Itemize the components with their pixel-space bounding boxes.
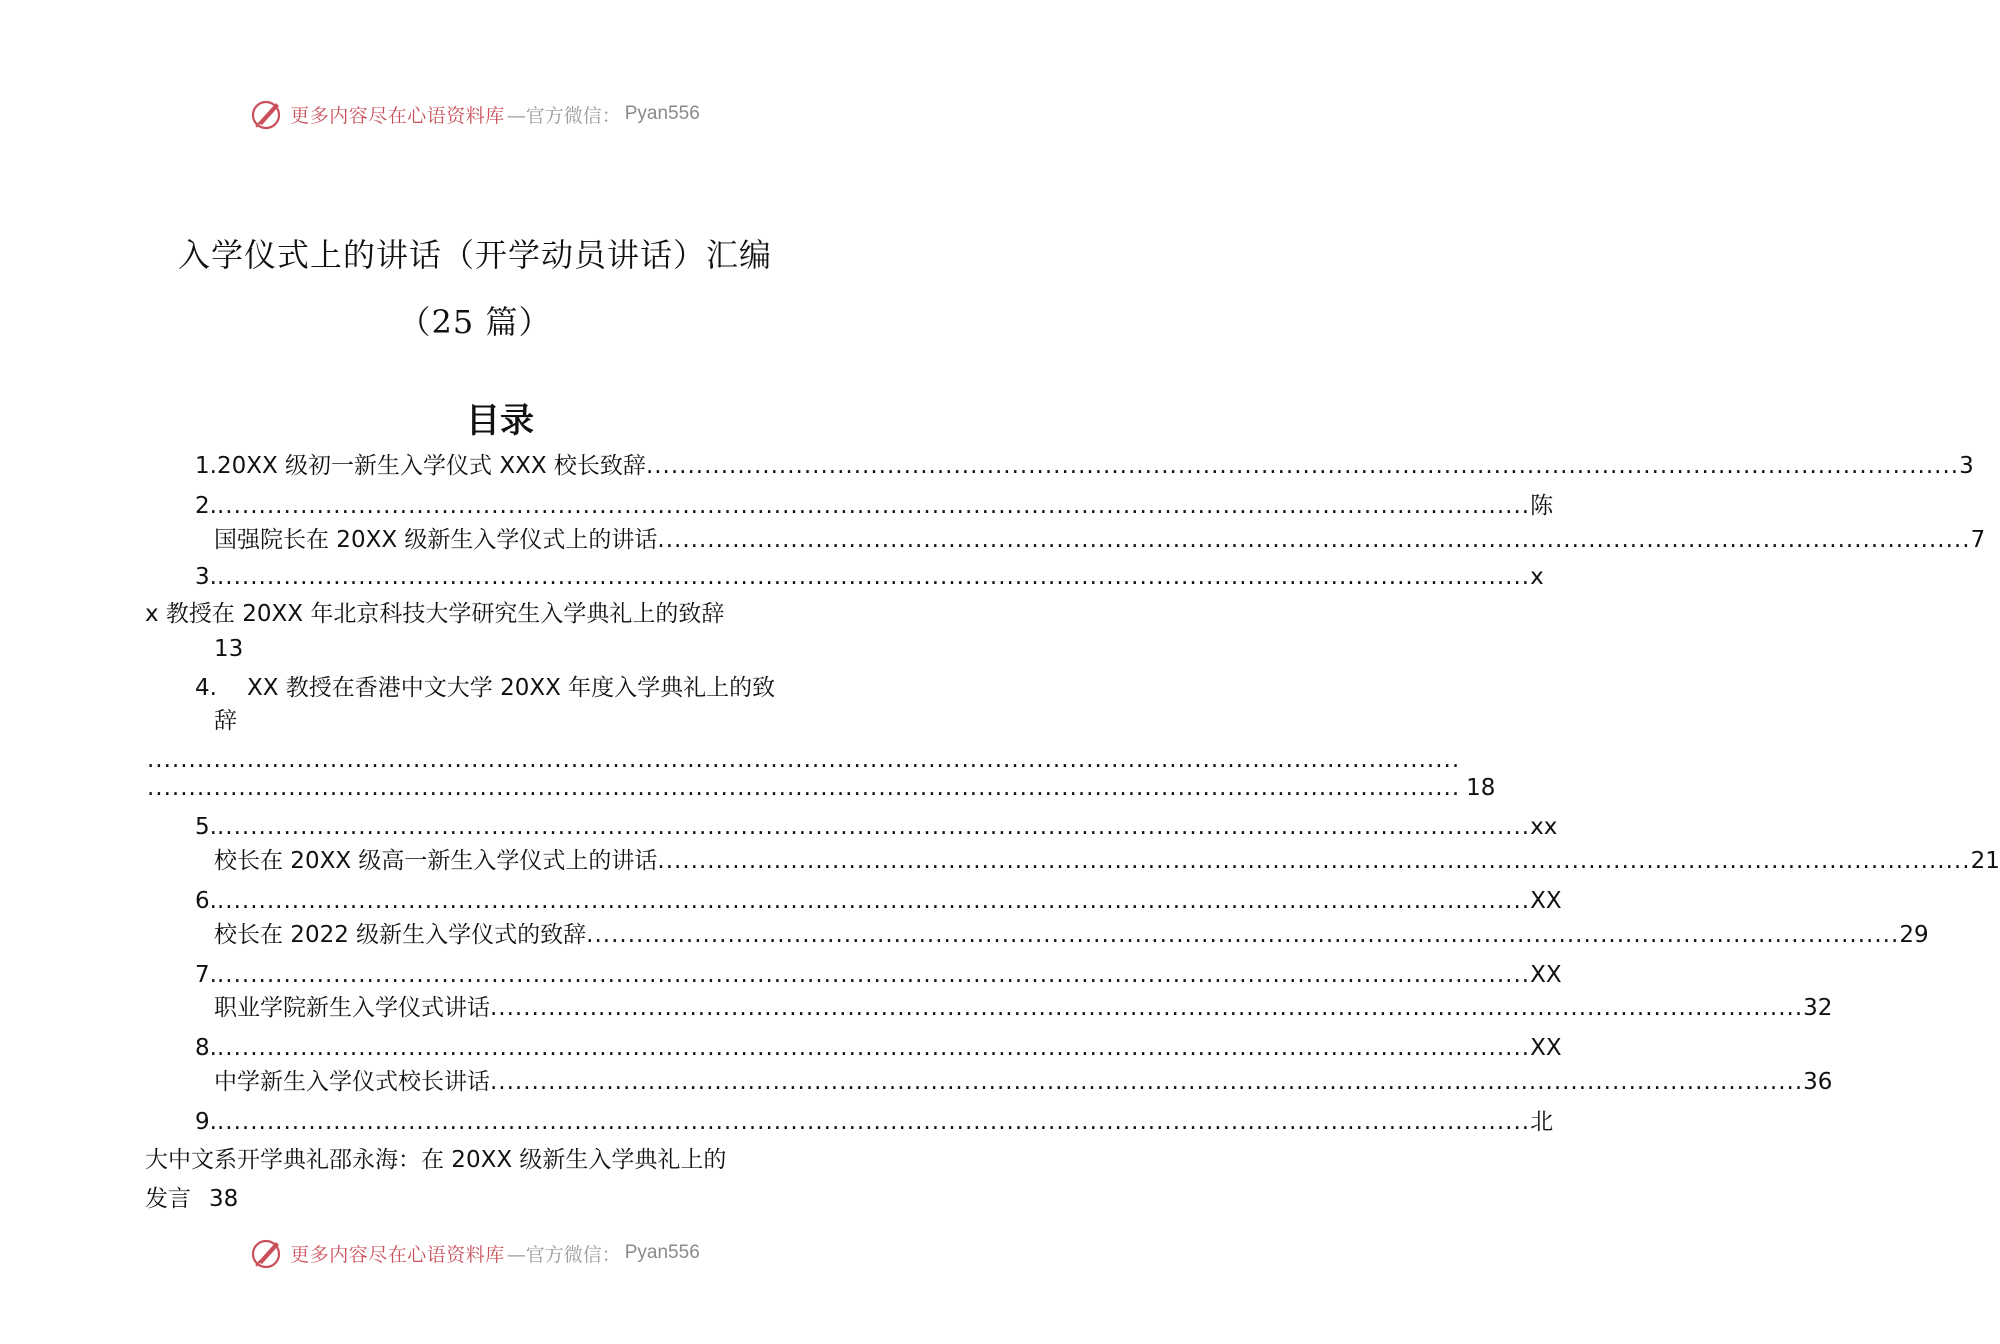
toc-entry-page: 36 — [1803, 1069, 1833, 1095]
toc-entry-4-page-row — [147, 773, 1496, 803]
toc-entry-3-text[interactable]: x 教授在 20XX 年北京科技大学研究生入学典礼上的致辞 — [145, 601, 725, 627]
toc-leader-dots: .............................................................................................................................................................. — [216, 493, 1531, 519]
toc-entry-page: 38 — [209, 1186, 239, 1212]
toc-entry-page: 7 — [1970, 527, 1986, 553]
toc-entry-text: 国强院长在 20XX 级新生入学仪式上的讲话 — [214, 527, 658, 553]
toc-entry-tail: 陈 — [1530, 493, 1554, 519]
banner-wechat-id: Pyan556 — [624, 103, 700, 124]
toc-entry-number: 8. — [195, 1035, 217, 1061]
toc-entry-number: 5. — [195, 814, 217, 840]
banner-wechat-label: —官方微信： — [506, 104, 621, 127]
banner-wechat-label: —官方微信： — [506, 1243, 621, 1266]
toc-entry-3[interactable] — [195, 562, 1544, 592]
toc-heading: 目录 — [466, 401, 534, 441]
toc-entry-text: 校长在 20XX 级高一新生入学仪式上的讲话 — [214, 848, 658, 874]
footer-banner — [0, 1233, 950, 1273]
toc-entry-7[interactable] — [195, 960, 1562, 990]
document-title: 入学仪式上的讲话（开学动员讲话）汇编 — [177, 236, 772, 274]
toc-leader-dots: .............................................................................................................................................................. — [216, 962, 1531, 988]
toc-leader-dots: .............................................................................................................................................................. — [216, 564, 1531, 590]
toc-leader-dots: .............................................................................................................................................................. — [216, 888, 1531, 914]
toc-leader-dots: .............................................................................................................................................................. — [657, 527, 1971, 553]
toc-leader-dots: .............................................................................................................................................................. — [586, 922, 1900, 948]
toc-entry-text: 校长在 2022 级新生入学仪式的致辞 — [214, 922, 587, 948]
toc-entry-4-text-cont: 辞 — [214, 708, 237, 734]
toc-leader-dots: .............................................................................................................................................................. — [147, 775, 1461, 801]
toc-entry-6-cont[interactable] — [214, 920, 1929, 950]
toc-entry-text: 发言 — [145, 1186, 191, 1212]
toc-entry-7-cont[interactable] — [214, 993, 1833, 1023]
toc-entry-3-page: 13 — [214, 636, 244, 662]
toc-leader-dots: .............................................................................................................................................................. — [657, 848, 1971, 874]
toc-entry-number: 3. — [195, 564, 217, 590]
toc-entry-number: 7. — [195, 962, 217, 988]
toc-entry-tail: x — [1530, 564, 1544, 590]
toc-leader-dots: .............................................................................................................................................................. — [490, 1069, 1804, 1095]
toc-entry-text: 职业学院新生入学仪式讲话 — [214, 995, 490, 1021]
toc-entry-9[interactable] — [195, 1107, 1554, 1137]
toc-entry-text: XX 教授在香港中文大学 20XX 年度入学典礼上的致 — [246, 675, 776, 701]
toc-entry-page: 21 — [1970, 848, 2000, 874]
toc-leader-dots: .............................................................................................................................................................. — [216, 1109, 1531, 1135]
toc-entry-8[interactable] — [195, 1033, 1562, 1063]
toc-entry-tail: XX — [1530, 962, 1562, 988]
toc-entry-2-cont[interactable] — [214, 525, 1986, 555]
toc-entry-text: 20XX 级初一新生入学仪式 XXX 校长致辞 — [216, 453, 646, 479]
document-subtitle: （25 篇） — [398, 303, 552, 341]
toc-entry-tail: XX — [1530, 888, 1562, 914]
toc-entry-number: 2. — [195, 493, 217, 519]
toc-entry-5-cont[interactable] — [214, 846, 2000, 876]
toc-entry-8-cont[interactable] — [214, 1067, 1833, 1097]
toc-entry-1[interactable] — [195, 451, 1974, 481]
toc-entry-tail: 北 — [1530, 1109, 1554, 1135]
quill-logo-icon — [250, 1236, 284, 1270]
toc-leader-dots: .............................................................................................................................................................. — [147, 747, 1461, 773]
toc-entry-number: 6. — [195, 888, 217, 914]
toc-leader-dots: .............................................................................................................................................................. — [490, 995, 1804, 1021]
toc-entry-tail: xx — [1530, 814, 1558, 840]
toc-entry-page: 18 — [1466, 775, 1496, 801]
toc-entry-number: 9. — [195, 1109, 217, 1135]
banner-wechat-id: Pyan556 — [624, 1242, 700, 1263]
toc-entry-tail: XX — [1530, 1035, 1562, 1061]
toc-entry-5[interactable] — [195, 812, 1558, 842]
toc-leader-dots: .............................................................................................................................................................. — [216, 1035, 1531, 1061]
banner-text: 更多内容尽在心语资料库 — [290, 104, 505, 127]
toc-entry-text: 中学新生入学仪式校长讲话 — [214, 1069, 490, 1095]
toc-entry-9-last — [145, 1184, 238, 1214]
toc-entry-4[interactable] — [195, 673, 775, 703]
toc-entry-4-dots — [147, 745, 1461, 775]
toc-entry-number: 1. — [195, 453, 217, 479]
toc-entry-6[interactable] — [195, 886, 1562, 916]
toc-entry-number: 4. — [195, 675, 217, 701]
toc-leader-dots: .............................................................................................................................................................. — [645, 453, 1960, 479]
toc-entry-page: 32 — [1803, 995, 1833, 1021]
toc-entry-page: 3 — [1959, 453, 1974, 479]
toc-entry-9-text[interactable]: 大中文系开学典礼邵永海：在 20XX 级新生入学典礼上的 — [145, 1147, 727, 1173]
toc-entry-page: 29 — [1899, 922, 1929, 948]
toc-leader-dots: .............................................................................................................................................................. — [216, 814, 1531, 840]
banner-text: 更多内容尽在心语资料库 — [290, 1243, 505, 1266]
toc-entry-2[interactable] — [195, 491, 1554, 521]
